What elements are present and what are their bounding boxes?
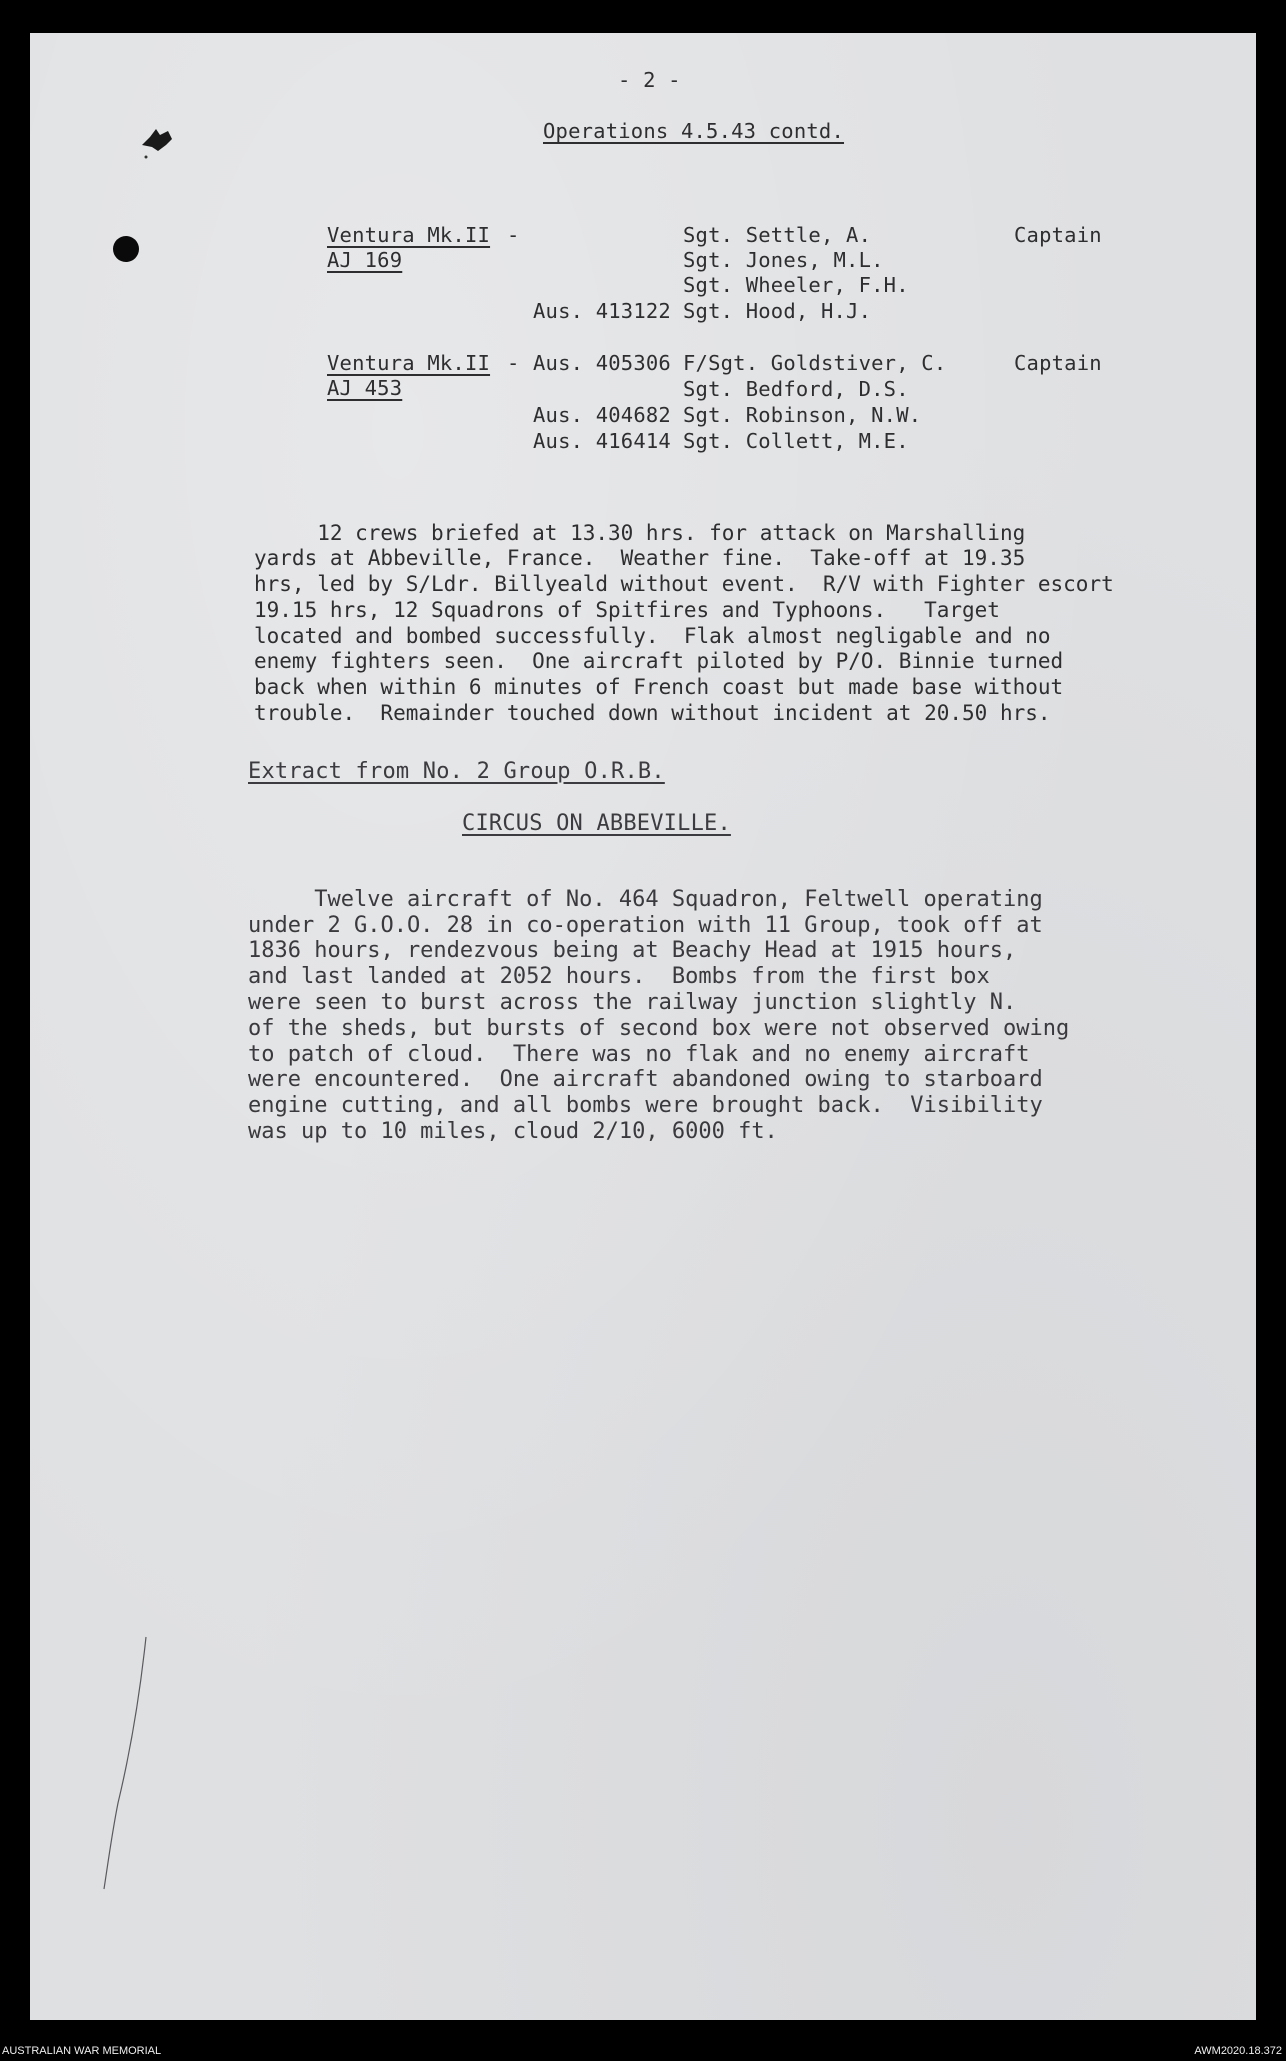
- punch-hole: [113, 236, 139, 262]
- crew2-aircraft-type: Ventura Mk.II: [327, 351, 491, 375]
- summary-line: yards at Abbeville, France. Weather fine. Take-off at 19.35: [254, 546, 1026, 571]
- crew2-member4-name: Sgt. Collett, M.E.: [683, 429, 909, 453]
- crew1-member4-name: Sgt. Hood, H.J.: [683, 299, 872, 323]
- extract-line: engine cutting, and all bombs were brought back. Visibility: [248, 1093, 1043, 1119]
- footer-archive-name: AUSTRALIAN WAR MEMORIAL: [2, 2045, 162, 2057]
- extract-line: under 2 G.O.O. 28 in co-operation with 11 Group, took off at: [248, 912, 1043, 938]
- typewritten-page: [30, 33, 1256, 2020]
- crew2-dash: -: [507, 351, 520, 375]
- summary-line: enemy fighters seen. One aircraft piloted by P/O. Binnie turned: [254, 649, 1064, 674]
- summary-line: 19.15 hrs, 12 Squadrons of Spitfires and Typhoons. Target: [254, 597, 1000, 622]
- crew2-serial: AJ 453: [327, 376, 403, 400]
- extract-line: were encountered. One aircraft abandoned owing to starboard: [248, 1067, 1043, 1093]
- crew1-member4-service-no: Aus. 413122: [533, 299, 671, 323]
- extract-line: was up to 10 miles, cloud 2/10, 6000 ft.: [248, 1118, 778, 1144]
- extract-line: were seen to burst across the railway junction slightly N.: [248, 989, 1017, 1015]
- extract-line: to patch of cloud. There was no flak and no enemy aircraft: [248, 1041, 1030, 1067]
- operation-summary: [254, 495, 1114, 778]
- extract-heading: Extract from No. 2 Group O.R.B.: [248, 759, 665, 784]
- summary-line: hrs, led by S/Ldr. Billyeald without event. R/V with Fighter escort: [254, 572, 1114, 597]
- page-title: Operations 4.5.43 contd.: [543, 119, 845, 143]
- extract-body: [248, 861, 1069, 1196]
- summary-line: trouble. Remainder touched down without incident at 20.50 hrs.: [254, 700, 1051, 725]
- crew2-member3-service-no: Aus. 404682: [533, 403, 671, 427]
- crew1-member3-name: Sgt. Wheeler, F.H.: [683, 273, 909, 297]
- crew1-aircraft-type: Ventura Mk.II: [327, 223, 491, 247]
- crew2-member2-name: Sgt. Bedford, D.S.: [683, 377, 909, 401]
- crew1-serial: AJ 169: [327, 248, 403, 272]
- scratch-mark: [100, 1633, 150, 1893]
- summary-line: 12 crews briefed at 13.30 hrs. for attack on Marshalling: [254, 520, 1026, 545]
- summary-line: located and bombed successfully. Flak almost negligable and no: [254, 623, 1051, 648]
- crew2-member1-role: Captain: [1014, 351, 1102, 375]
- crew2-member4-service-no: Aus. 416414: [533, 429, 671, 453]
- page-number: - 2 -: [618, 68, 681, 92]
- paper-tear-mark: [138, 123, 178, 163]
- summary-line: back when within 6 minutes of French coast but made base without: [254, 674, 1064, 699]
- crew1-dash: -: [507, 223, 520, 247]
- crew1-member1-role: Captain: [1014, 223, 1102, 247]
- crew2-member1-name: F/Sgt. Goldstiver, C.: [683, 351, 947, 375]
- extract-line: Twelve aircraft of No. 464 Squadron, Feltwell operating: [248, 886, 1043, 912]
- extract-line: of the sheds, but bursts of second box were not observed owing: [248, 1015, 1070, 1041]
- crew2-member3-name: Sgt. Robinson, N.W.: [683, 403, 922, 427]
- crew1-member1-name: Sgt. Settle, A.: [683, 223, 872, 247]
- crew2-member1-service-no: Aus. 405306: [533, 351, 671, 375]
- crew1-member2-name: Sgt. Jones, M.L.: [683, 248, 884, 272]
- extract-line: 1836 hours, rendezvous being at Beachy Head at 1915 hours,: [248, 938, 1017, 964]
- extract-subheading: CIRCUS ON ABBEVILLE.: [462, 811, 731, 836]
- extract-line: and last landed at 2052 hours. Bombs from the first box: [248, 964, 990, 990]
- footer-accession-number: AWM2020.18.372: [1194, 2045, 1282, 2057]
